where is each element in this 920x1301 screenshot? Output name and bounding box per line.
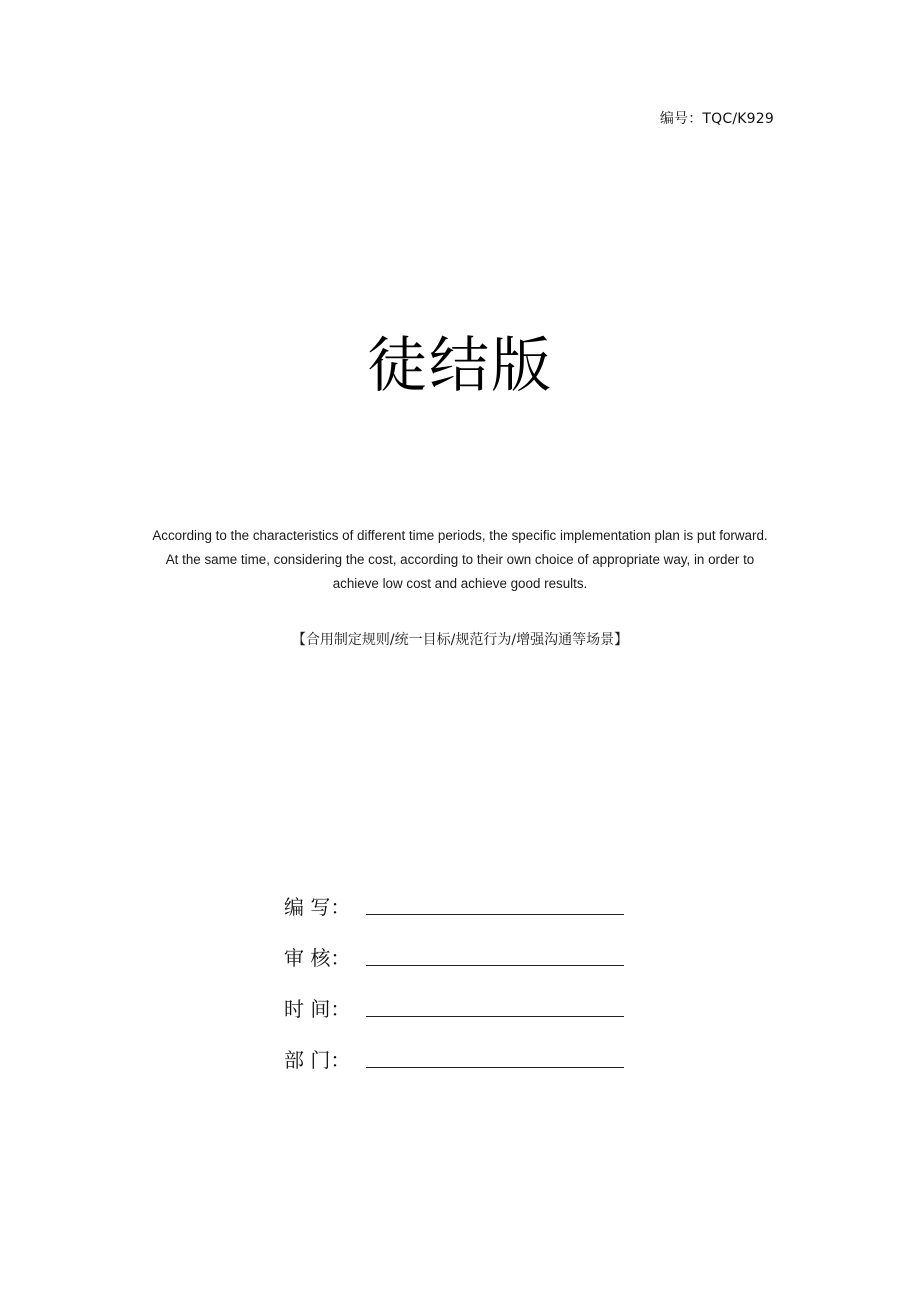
document-summary: According to the characteristics of different time periods, the specific implementation plan is put forward. At the same time, considering the cost, according to their own choice of appropriate way, in order to achieve low cost and achieve good results.: [152, 528, 768, 591]
fill-in-line[interactable]: [366, 1016, 624, 1017]
usage-scenarios: 【合用制定规则/统一目标/规范行为/增强沟通等场景】: [291, 632, 629, 648]
field-reviewer: [284, 939, 644, 973]
field-label: 审 核：: [284, 946, 351, 970]
field-date: [284, 990, 644, 1024]
field-author: [284, 888, 644, 922]
field-label: 编 写：: [284, 895, 351, 919]
field-label: 时 间：: [284, 997, 351, 1021]
field-label: 部 门：: [284, 1048, 351, 1072]
document-number: 编号：TQC/K929: [659, 111, 774, 127]
signature-block: [284, 888, 644, 1092]
document-title: 徒结版: [367, 331, 553, 401]
fill-in-line[interactable]: [366, 1067, 624, 1068]
fill-in-line[interactable]: [366, 965, 624, 966]
field-department: [284, 1041, 644, 1075]
fill-in-line[interactable]: [366, 914, 624, 915]
